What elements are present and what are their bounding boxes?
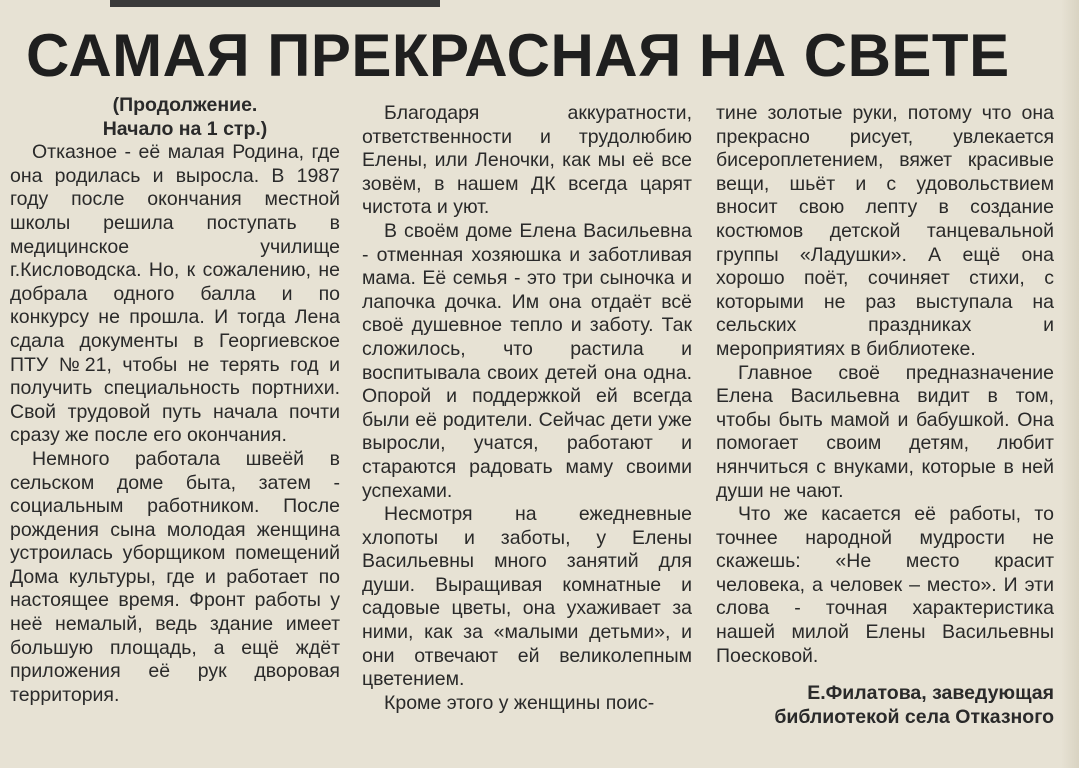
signature-line-1: Е.Филатова, заведующая: [807, 682, 1054, 705]
continuation-line-1: (Продолжение.: [112, 94, 258, 116]
author-signature: [716, 682, 1054, 729]
paragraph: тине золотые руки, потому что она прекрасно рисует, увлекается бисероплетением, вяжет красивые вещи, шьёт и с удовольствием вносит свою лепту в создание костюмов детской танцевальной группы «Ладушки». А ещё она хорошо поёт, сочиняет стихи, с которыми не раз выступала на сельских праздниках и мероприятиях в библиотеке.: [716, 102, 1054, 360]
signature-line-2: библиотекой села Отказного: [774, 705, 1054, 728]
decorative-top-bar: [110, 0, 440, 7]
paragraph: Что же касается её работы, то точнее народной мудрости не скажешь: «Не место красит человека, а человек – место». И эти слова - точная характеристика нашей милой Елены Васильевны Поесковой.: [716, 503, 1054, 667]
continuation-line-2: Начало на 1 стр.): [102, 117, 268, 140]
paragraph: Отказное - её малая Родина, где она родилась и выросла. В 1987 году после окончания местной школы решила поступать в медицинское училище г.Кисловодска. Но, к сожалению, не добрала одного балла и по конкурсу не прошла. И тогда Лена сдала документы в Георгиевское ПТУ №21, чтобы не терять год и получить специальность портнихи. Свой трудовой путь начала почти сразу же после его окончания.: [10, 141, 340, 447]
article-column-1: [10, 94, 340, 707]
page-edge-shadow: [1061, 0, 1079, 768]
article-headline: САМАЯ ПРЕКРАСНАЯ НА СВЕТЕ: [26, 22, 1010, 89]
paragraph: Кроме этого у женщины поис-: [384, 691, 655, 714]
paragraph: Несмотря на ежедневные хлопоты и заботы, у Елены Васильевны много занятий для души. Выращивая комнатные и садовые цветы, она ухаживает за ними, как за «малыми детьми», и они отвечают ей великолепным цветением.: [362, 503, 692, 691]
paragraph: Немного работала швеёй в сельском доме быта, затем - социальным работником. После рождения сына молодая женщина устроилась уборщиком помещений Дома культуры, где и работает по настоящее время. Фронт работы у неё немалый, ведь здание имеет большую площадь, а ещё ждёт приложения её рук дворовая территория.: [10, 447, 340, 706]
article-column-2: [362, 102, 692, 715]
paragraph: Главное своё предназначение Елена Васильевна видит в том, чтобы быть мамой и бабушкой. Она помогает своим детям, любит нянчиться с внуками, которые в ней души не чают.: [716, 361, 1054, 502]
article-column-3: [716, 102, 1054, 729]
continuation-note: [10, 94, 340, 141]
paragraph: Благодаря аккуратности, ответственности и трудолюбию Елены, или Леночки, как мы её все зовём, в нашем ДК всегда царят чистота и уют.: [362, 102, 692, 219]
paragraph: В своём доме Елена Васильевна - отменная хозяюшка и заботливая мама. Её семья - это три сыночка и лапочка дочка. Им она отдаёт всё своё душевное тепло и заботу. Так сложилось, что растила и воспитывала своих детей она одна. Опорой и поддержкой ей всегда были её родители. Сейчас дети уже выросли, учатся, работают и стараются радовать маму своими успехами.: [362, 219, 692, 502]
